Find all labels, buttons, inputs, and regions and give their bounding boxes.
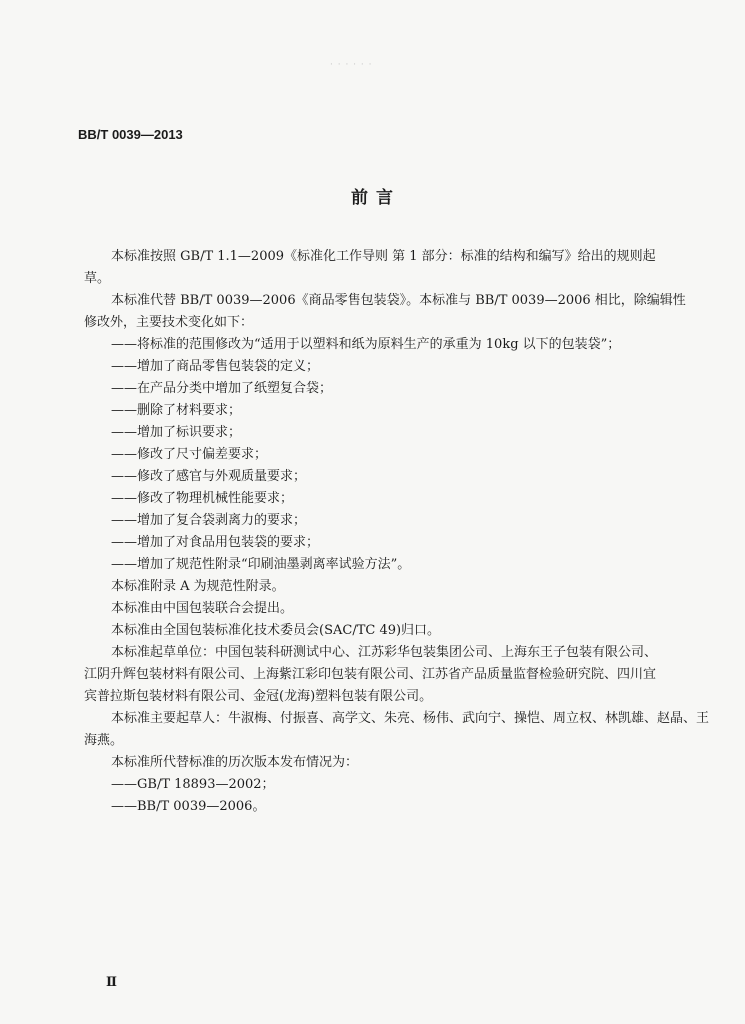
paragraph-line: 宾普拉斯包装材料有限公司、金冠(龙海)塑料包装有限公司。 <box>84 689 433 704</box>
paragraph-line: 本标准起草单位：中国包装科研测试中心、江苏彩华包装集团公司、上海东王子包装有限公司、 <box>111 645 658 660</box>
paragraph-line: ——增加了规范性附录“印刷油墨剥离率试验方法”。 <box>111 557 411 572</box>
page-number: Ⅱ <box>106 975 117 990</box>
paragraph-line: ——增加了复合袋剥离力的要求； <box>111 513 307 528</box>
paragraph-line: ——GB/T 18893—2002； <box>111 777 275 792</box>
paragraph-line: ——将标准的范围修改为“适用于以塑料和纸为原料生产的承重为 10kg 以下的包装袋”； <box>111 337 621 352</box>
paragraph-line: 修改外，主要技术变化如下： <box>84 315 254 330</box>
paragraph-line: ——增加了商品零售包装袋的定义； <box>111 359 320 374</box>
page-title: 前 言 <box>351 188 394 208</box>
paragraph-line: 草。 <box>84 271 111 286</box>
paragraph-line: 本标准由中国包装联合会提出。 <box>111 601 294 616</box>
paragraph-line: 江阴升辉包装材料有限公司、上海紫江彩印包装有限公司、江苏省产品质量监督检验研究院、四川宜 <box>84 667 657 682</box>
paragraph-line: ——删除了材料要求； <box>111 403 242 418</box>
paragraph-line: 海燕。 <box>84 733 124 748</box>
paragraph-line: ——增加了对食品用包装袋的要求； <box>111 535 320 550</box>
paragraph-line: ——BB/T 0039—2006。 <box>111 799 266 814</box>
paragraph-line: 本标准附录 A 为规范性附录。 <box>111 579 285 594</box>
paragraph-line: ——增加了标识要求； <box>111 425 242 440</box>
paragraph-line: ——修改了尺寸偏差要求； <box>111 447 268 462</box>
paragraph-line: ——在产品分类中增加了纸塑复合袋； <box>111 381 333 396</box>
scan-mark: · · · · · · <box>330 60 373 70</box>
document-body <box>84 246 710 818</box>
paragraph-line: 本标准主要起草人：牛淑梅、付振喜、高学文、朱亮、杨伟、武向宁、操恺、周立权、林凯雄、赵晶、王 <box>111 711 710 726</box>
paragraph-line: 本标准按照 GB/T 1.1—2009《标准化工作导则 第 1 部分：标准的结构和编写》给出的规则起 <box>111 249 656 264</box>
paragraph-line: ——修改了感官与外观质量要求； <box>111 469 307 484</box>
paragraph-line: 本标准所代替标准的历次版本发布情况为： <box>111 755 359 770</box>
paragraph-line: 本标准由全国包装标准化技术委员会(SAC/TC 49)归口。 <box>111 623 441 638</box>
paragraph-line: ——修改了物理机械性能要求； <box>111 491 294 506</box>
paragraph-line: 本标准代替 BB/T 0039—2006《商品零售包装袋》。本标准与 BB/T 0039—2006 相比，除编辑性 <box>111 293 686 308</box>
standard-code-header: BB/T 0039—2013 <box>78 127 183 142</box>
